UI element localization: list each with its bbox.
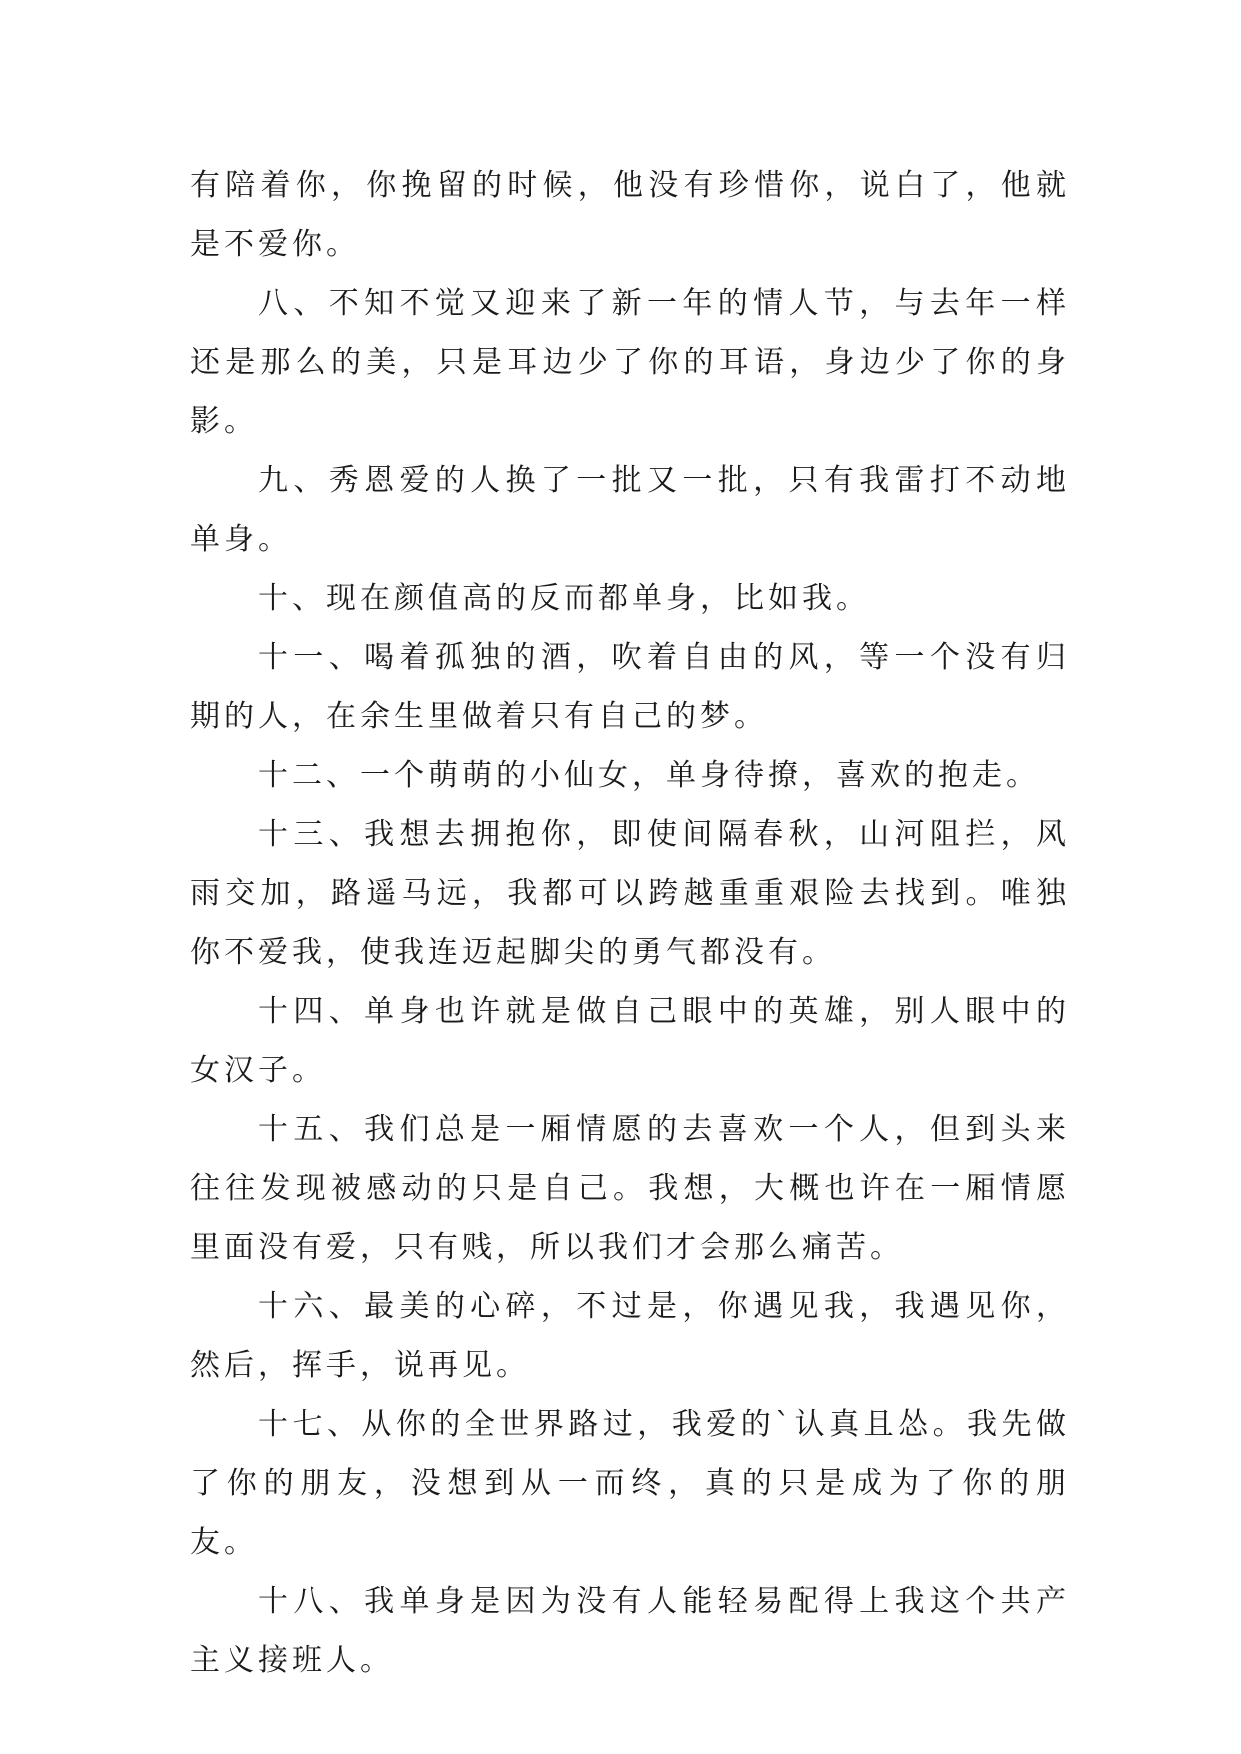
paragraph-16: 十六、最美的心碎，不过是，你遇见我，我遇见你，然后，挥手，说再见。 (190, 1289, 1070, 1383)
paragraph-15: 十五、我们总是一厢情愿的去喜欢一个人，但到头来往往发现被感动的只是自己。我想，大概也许在一厢情愿里面没有爱，只有贱，所以我们才会那么痛苦。 (190, 1112, 1070, 1265)
paragraph-9: 九、秀恩爱的人换了一批又一批，只有我雷打不动地单身。 (190, 463, 1070, 557)
paragraph-11: 十一、喝着孤独的酒，吹着自由的风，等一个没有归期的人，在余生里做着只有自己的梦。 (190, 640, 1070, 734)
paragraph-12: 十二、一个萌萌的小仙女，单身待撩，喜欢的抱走。 (258, 758, 1040, 793)
paragraph-14: 十四、单身也许就是做自己眼中的英雄，别人眼中的女汉子。 (190, 994, 1070, 1088)
paragraph-10: 十、现在颜值高的反而都单身，比如我。 (258, 581, 870, 616)
paragraph-continued: 有陪着你，你挽留的时候，他没有珍惜你，说白了，他就是不爱你。 (190, 168, 1070, 262)
paragraph-18: 十八、我单身是因为没有人能轻易配得上我这个共产主义接班人。 (190, 1584, 1070, 1678)
paragraph-17: 十七、从你的全世界路过，我爱的`认真且怂。我先做了你的朋友，没想到从一而终，真的只是成为了你的朋友。 (190, 1407, 1070, 1560)
paragraph-8: 八、不知不觉又迎来了新一年的情人节，与去年一样还是那么的美，只是耳边少了你的耳语，身边少了你的身影。 (190, 286, 1070, 439)
document-body (190, 156, 1070, 1690)
paragraph-13: 十三、我想去拥抱你，即使间隔春秋，山河阻拦，风雨交加，路遥马远，我都可以跨越重重艰险去找到。唯独你不爱我，使我连迈起脚尖的勇气都没有。 (190, 817, 1070, 970)
